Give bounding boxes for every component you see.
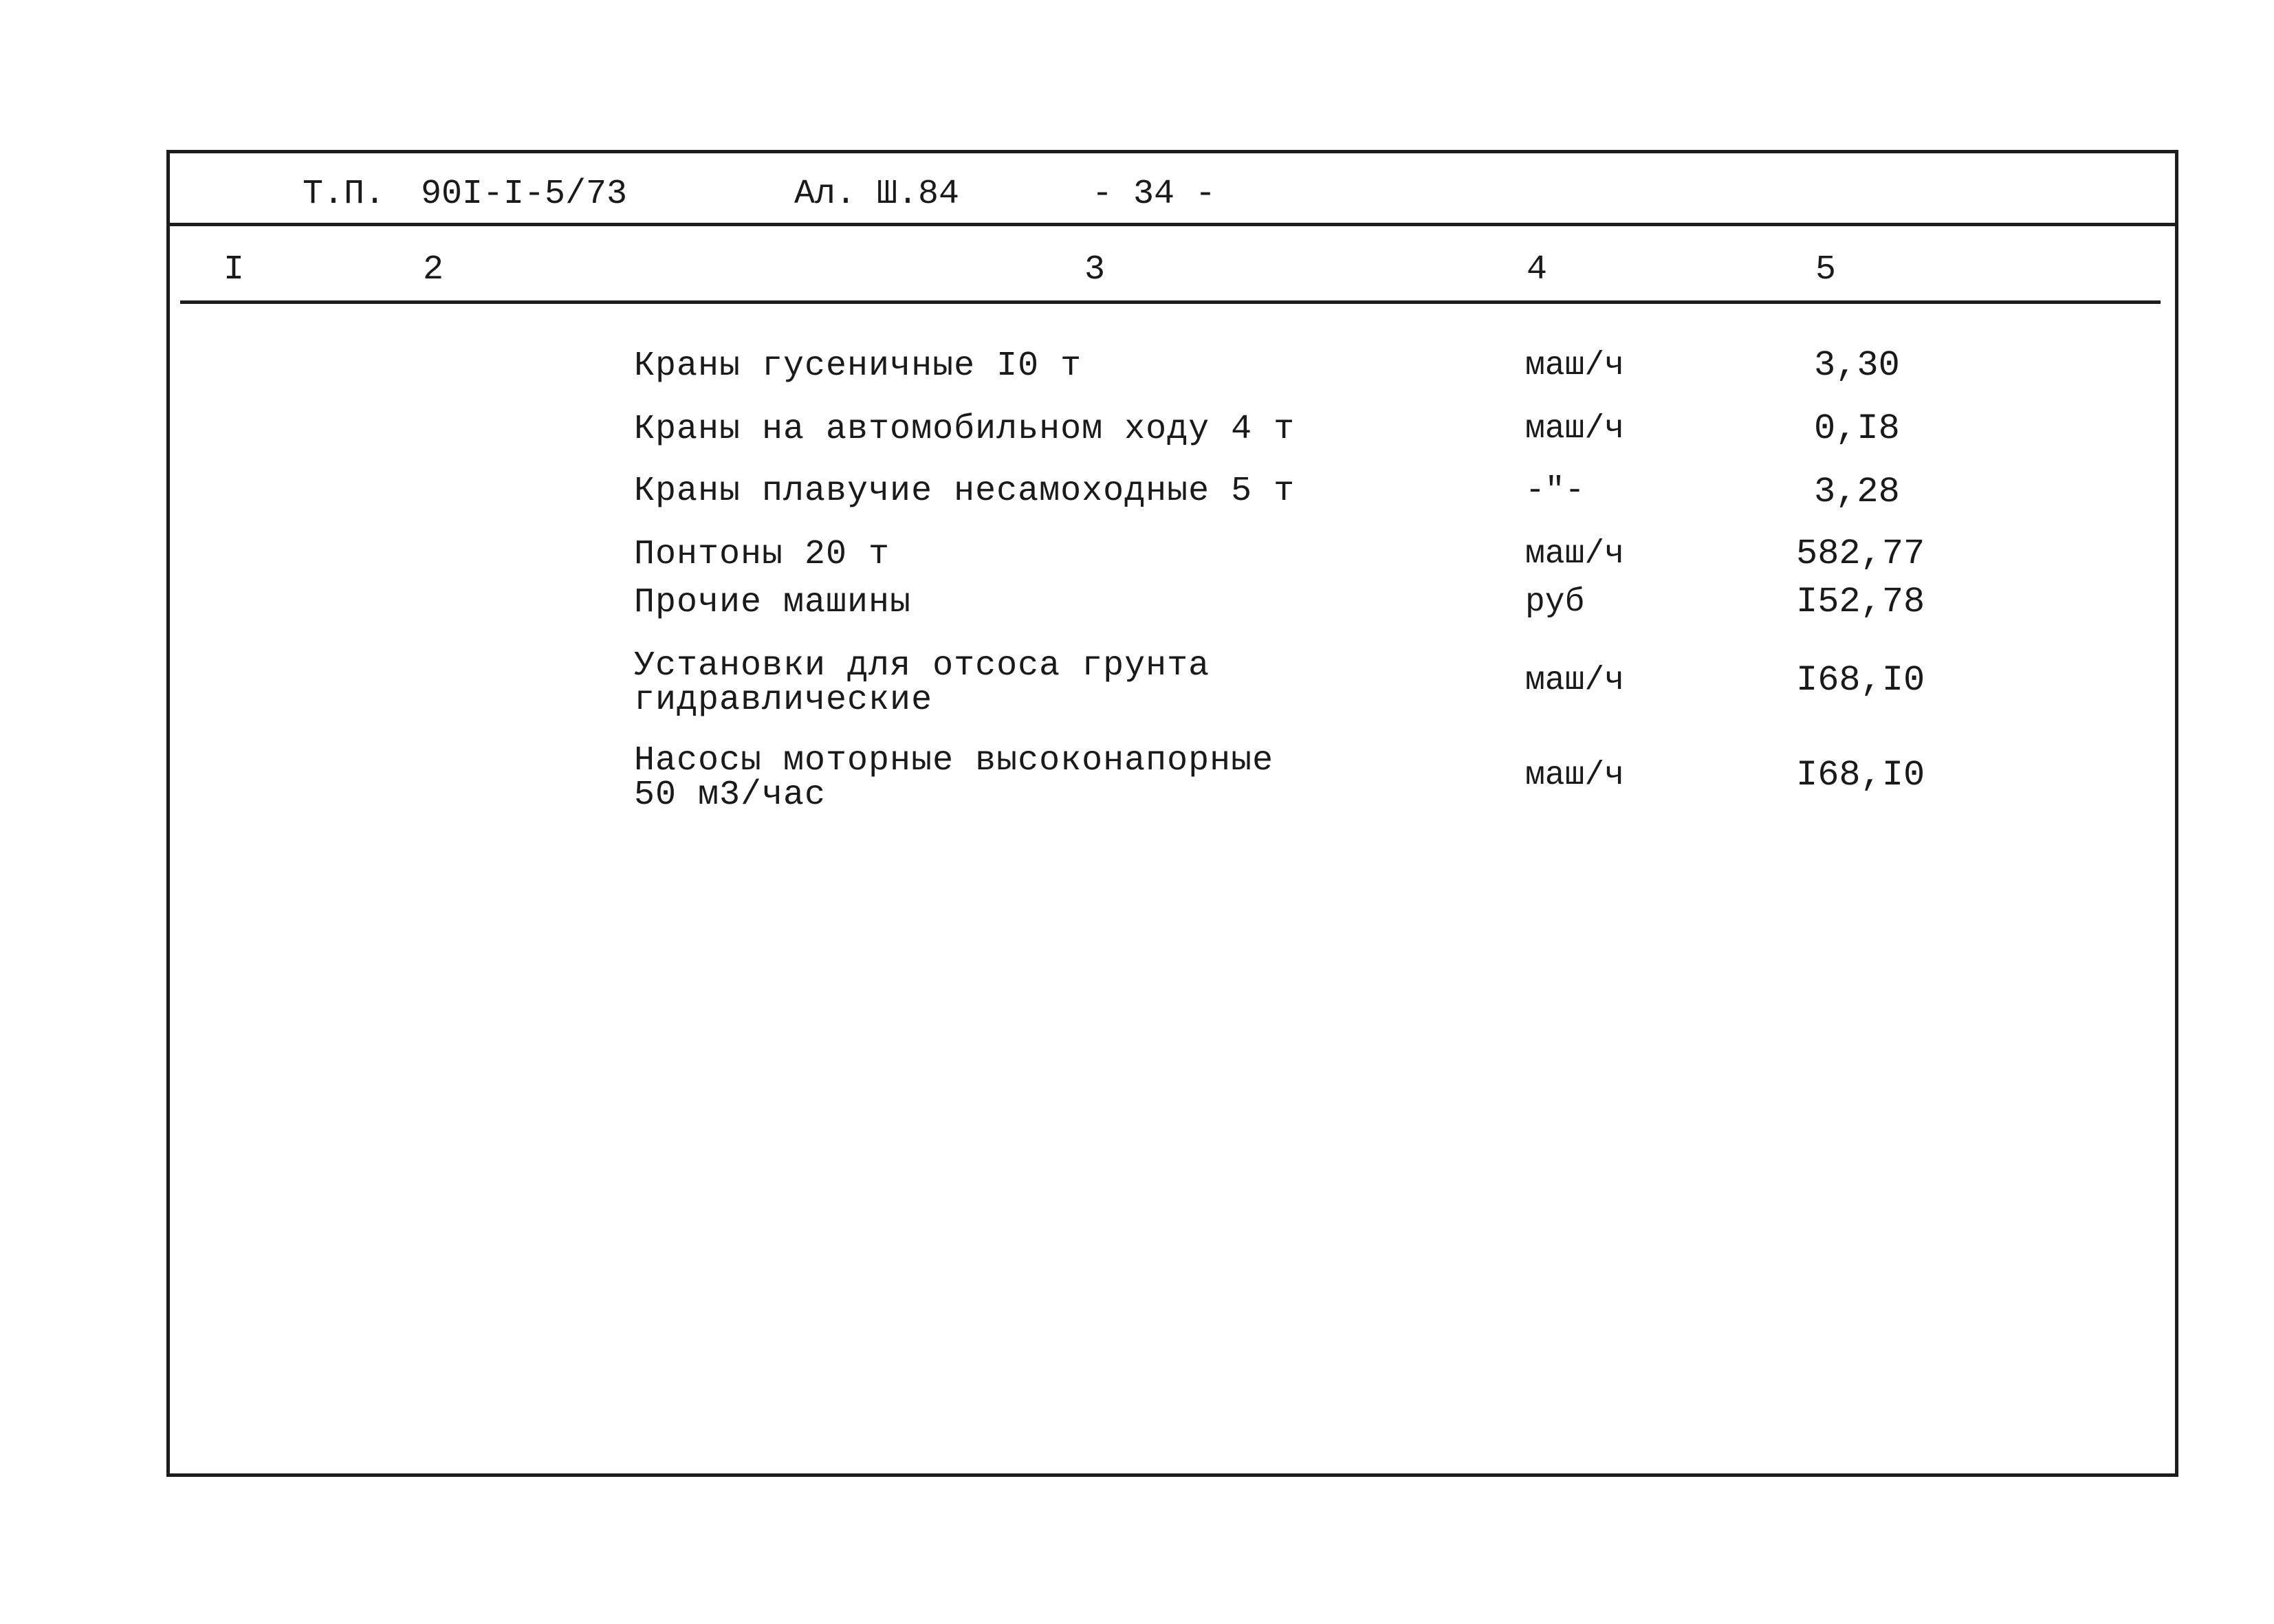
table-row-value: 582,77 bbox=[1796, 534, 1925, 574]
album-number: Ал. Ш.84 bbox=[794, 175, 960, 214]
table-row-unit: маш/ч bbox=[1525, 536, 1625, 573]
project-number: 90I-I-5/73 bbox=[421, 175, 628, 214]
table-row-name: Краны на автомобильном ходу 4 т bbox=[634, 410, 1295, 449]
column-number-2: 2 bbox=[423, 250, 444, 289]
header-divider bbox=[166, 223, 2178, 226]
doc-code: Т.П. bbox=[303, 175, 386, 214]
table-row-unit: маш/ч bbox=[1525, 662, 1625, 699]
column-number-5: 5 bbox=[1815, 250, 1837, 289]
page-number: - 34 - bbox=[1092, 175, 1216, 214]
table-row-unit: -"- bbox=[1525, 472, 1585, 509]
table-row-unit: маш/ч bbox=[1525, 757, 1625, 794]
table-row-value: 3,28 bbox=[1814, 472, 1900, 512]
table-row-name: Насосы моторные высоконапорные 50 м3/час bbox=[634, 741, 1274, 815]
table-row-name: Прочие машины bbox=[634, 583, 912, 622]
column-number-1: I bbox=[223, 250, 245, 289]
column-number-3: 3 bbox=[1084, 250, 1106, 289]
table-row-name: Понтоны 20 т bbox=[634, 535, 890, 574]
column-divider bbox=[180, 300, 2161, 304]
table-row-value: I52,78 bbox=[1796, 582, 1925, 622]
table-row-name: Краны гусеничные I0 т bbox=[634, 347, 1082, 386]
table-row-unit: руб bbox=[1525, 584, 1585, 621]
table-row-unit: маш/ч bbox=[1525, 410, 1625, 448]
table-row-value: 0,I8 bbox=[1814, 408, 1900, 449]
table-row-unit: маш/ч bbox=[1525, 347, 1625, 384]
table-row-name: Установки для отсоса грунта гидравлические bbox=[634, 646, 1210, 720]
table-row-name: Краны плавучие несамоходные 5 т bbox=[634, 472, 1295, 511]
table-row-value: I68,I0 bbox=[1796, 660, 1925, 701]
column-number-4: 4 bbox=[1527, 250, 1548, 289]
table-row-value: I68,I0 bbox=[1796, 755, 1925, 795]
table-row-value: 3,30 bbox=[1814, 345, 1900, 386]
